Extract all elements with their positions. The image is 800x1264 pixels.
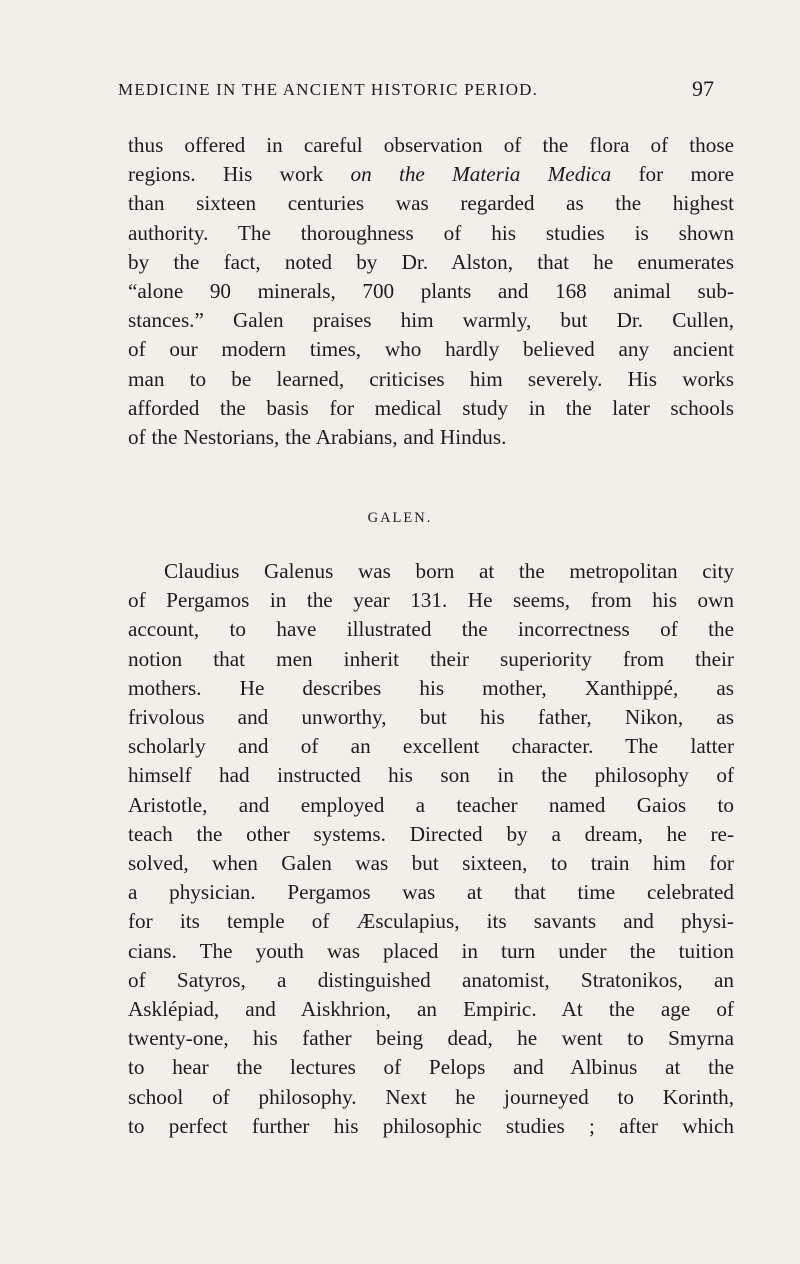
text-line: frivolous and unworthy, but his father, Nikon, as	[128, 705, 734, 730]
text-line: authority. The thoroughness of his studies is shown	[128, 220, 734, 245]
text-line: afforded the basis for medical study in the later schools	[128, 395, 734, 420]
text-line: Claudius Galenus was born at the metropolitan city	[164, 559, 734, 583]
text-line: school of philosophy. Next he journeyed to Korinth,	[128, 1084, 734, 1109]
text-line: account, to have illustrated the incorrectness of the	[128, 617, 734, 642]
text-line: to perfect further his philosophic studies ; after which	[128, 1113, 734, 1138]
text-line: notion that men inherit their superiority from their	[128, 646, 734, 671]
text-line: twenty-one, his father being dead, he went to Smyrna	[128, 1026, 734, 1051]
paragraph-materia-medica	[128, 131, 734, 452]
text-line: a physician. Pergamos was at that time celebrated	[128, 880, 734, 905]
text-line: of Satyros, a distinguished anatomist, Stratonikos, an	[128, 967, 734, 992]
text-line: of Pergamos in the year 131. He seems, from his own	[128, 588, 734, 613]
text-line: to hear the lectures of Pelops and Albinus at the	[128, 1055, 734, 1080]
text-line: than sixteen centuries was regarded as the highest	[128, 191, 734, 216]
text-line: Asklépiad, and Aiskhrion, an Empiric. At the age of	[128, 997, 734, 1022]
text-line: man to be learned, criticises him severely. His works	[128, 366, 734, 391]
text-line: stances.” Galen praises him warmly, but Dr. Cullen,	[128, 308, 734, 333]
text-line: himself had instructed his son in the philosophy of	[128, 763, 734, 788]
text-line: thus offered in careful observation of the flora of those	[128, 133, 734, 157]
text-line: for its temple of Æsculapius, its savants and physi-	[128, 909, 734, 934]
text-line: regions. His work on the Materia Medica for more	[128, 162, 734, 187]
text-line: Aristotle, and employed a teacher named Gaios to	[128, 792, 734, 817]
page-number: 97	[692, 76, 714, 101]
text-line: cians. The youth was placed in turn under the tuition	[128, 938, 734, 963]
text-line: teach the other systems. Directed by a dream, he re-	[128, 821, 734, 846]
text-line: scholarly and of an excellent character. The latter	[128, 734, 734, 759]
text-line: “alone 90 minerals, 700 plants and 168 animal sub-	[128, 279, 734, 304]
text-line: mothers. He describes his mother, Xanthippé, as	[128, 675, 734, 700]
text-line: by the fact, noted by Dr. Alston, that he enumerates	[128, 249, 734, 274]
text-line: of our modern times, who hardly believed any ancient	[128, 337, 734, 362]
running-head: MEDICINE IN THE ANCIENT HISTORIC PERIOD.	[118, 80, 539, 99]
paragraph-galen	[128, 557, 734, 1141]
text-line: of the Nestorians, the Arabians, and Hindus.	[128, 425, 507, 450]
section-heading-galen: GALEN.	[367, 510, 433, 526]
text-line: solved, when Galen was but sixteen, to train him for	[128, 851, 734, 876]
